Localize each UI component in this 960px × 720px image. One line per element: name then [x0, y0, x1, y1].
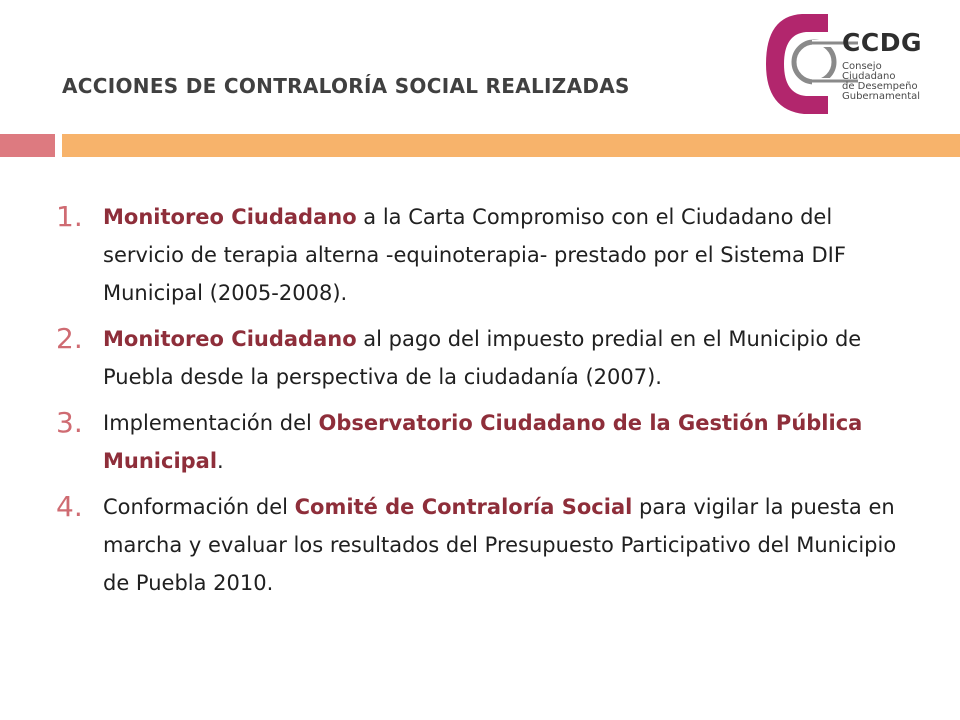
highlighted-term: Comité de Contraloría Social — [294, 495, 633, 519]
list-item-number: 2. — [56, 322, 83, 355]
highlighted-term: Monitoreo Ciudadano — [103, 327, 357, 351]
list-item-text — [103, 404, 910, 480]
list-item-text — [103, 320, 910, 396]
logo-line-4: Gubernamental — [842, 91, 921, 102]
logo-line-2: Ciudadano — [842, 71, 896, 82]
ccdg-logo — [758, 6, 954, 122]
text-segment: Conformación del — [103, 495, 295, 519]
list-item-number: 4. — [56, 490, 83, 523]
text-segment: . — [217, 449, 224, 473]
list-item — [50, 198, 910, 312]
logo-abbreviation: CCDG — [842, 28, 922, 57]
list-item — [50, 488, 910, 602]
accent-bar-left — [0, 134, 55, 157]
text-segment: al pago del impuesto predial en el Municipio de Puebla desde la perspectiva de la ciudadanía (2007). — [103, 327, 862, 389]
list-item — [50, 404, 910, 480]
list-item — [50, 320, 910, 396]
list-item-text — [103, 198, 910, 312]
slide-title: ACCIONES DE CONTRALORÍA SOCIAL REALIZADAS — [62, 74, 630, 98]
highlighted-term: Monitoreo Ciudadano — [103, 205, 357, 229]
list-item-number: 3. — [56, 406, 83, 439]
accent-bar-right — [62, 134, 960, 157]
logo-line-3: de Desempeño — [842, 81, 918, 92]
highlighted-term: Observatorio Ciudadano de la Gestión Pública Municipal — [103, 411, 863, 473]
text-segment: para vigilar la puesta en marcha y evaluar los resultados del Presupuesto Participativo del Municipio de Puebla 2010. — [103, 495, 897, 595]
actions-list — [50, 198, 910, 610]
text-segment: Implementación del — [103, 411, 319, 435]
list-item-number: 1. — [56, 200, 83, 233]
list-item-text — [103, 488, 910, 602]
logo-line-1: Consejo — [842, 61, 882, 72]
text-segment: a la Carta Compromiso con el Ciudadano del servicio de terapia alterna -equinoterapia- prestado por el Sistema DIF Municipal (2005-2008). — [103, 205, 846, 305]
